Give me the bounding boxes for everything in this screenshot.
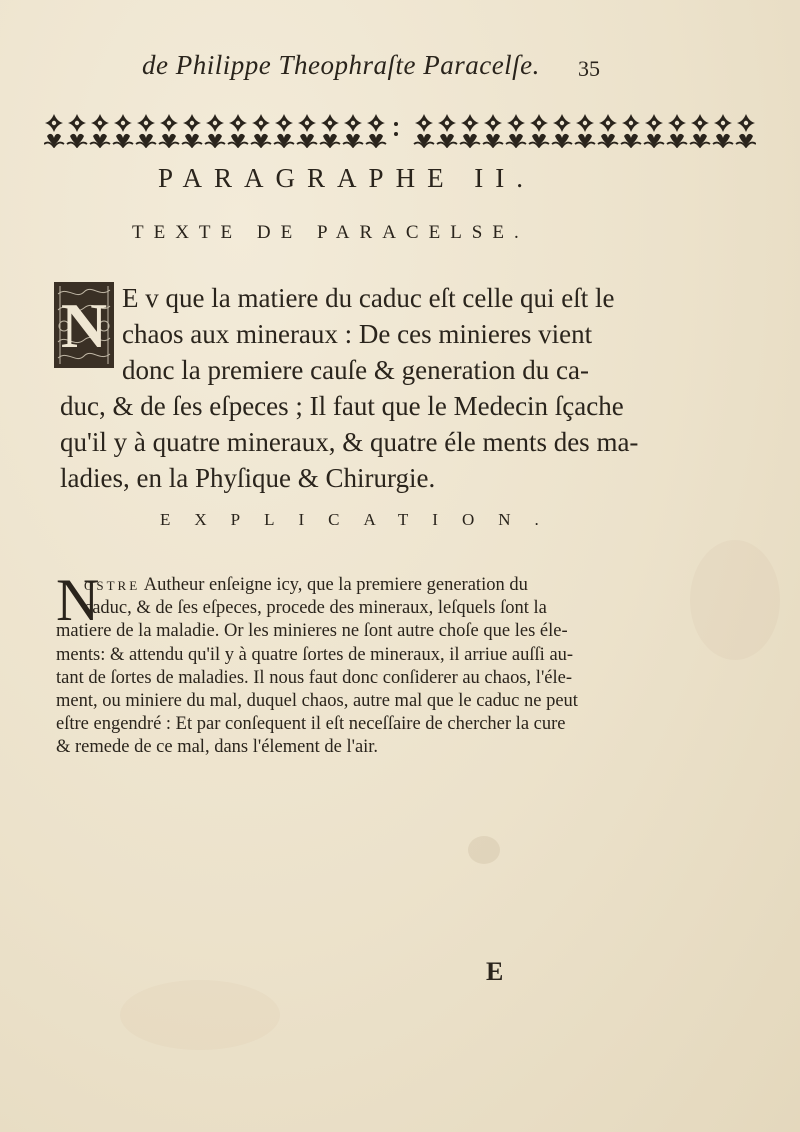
text-line: ment, ou miniere du mal, duquel chaos, autre mal que le caduc ne peut [56,691,578,712]
paracelsus-text [60,280,740,496]
running-head [0,50,800,90]
explication-text [56,574,756,760]
text-line: donc la premiere cauſe & generation du ca- [122,355,590,385]
text-line: eſtre engendré : Et par conſequent il eſt neceſſaire de chercher la cure [56,714,566,735]
first-word: OSTRE [84,578,141,593]
paper-stain [468,836,500,864]
svg-text:N: N [60,290,108,361]
running-title: de Philippe Theophraſte Paracelſe. [142,50,540,80]
text-line: OSTRE Autheur enſeigne icy, que la premiere generation du [84,575,528,595]
text-line: tant de ſortes de maladies. Il nous faut donc conſiderer au chaos, l'éle- [56,667,573,688]
explication-initial: N [56,567,100,633]
section-heading: TEXTE DE PARACELSE. [132,222,529,243]
explication-heading: EXPLICATION. [160,510,563,529]
paper-stain [120,980,280,1050]
text-line: duc, & de ſes eſpeces ; Il faut que le Medecin ſçache [60,391,624,421]
text-line: & remede de ce mal, dans l'élement de l'air. [56,737,379,758]
page-number: 35 [578,56,600,81]
text-line: ladies, en la Phyſique & Chirurgie. [60,463,436,493]
paragraph-heading: PARAGRAPHE II. [158,163,536,193]
text-line: matiere de la maladie. Or les minieres ne ſont autre choſe que les éle- [56,621,568,642]
text-line: ments: & attendu qu'il y à quatre ſortes de mineraux, il arriue auſſi au- [56,644,574,665]
text-line: chaos aux mineraux : De ces minieres vient [122,319,593,349]
text-line: qu'il y à quatre mineraux, & quatre éle ments des ma- [60,427,639,457]
ornament-band [44,108,756,148]
text-line: E v que la matiere du caduc eſt celle qui eſt le [122,283,615,313]
text-line: caduc, & de ſes eſpeces, procede des mineraux, leſquels ſont la [84,598,547,619]
catchword: E [486,957,504,986]
